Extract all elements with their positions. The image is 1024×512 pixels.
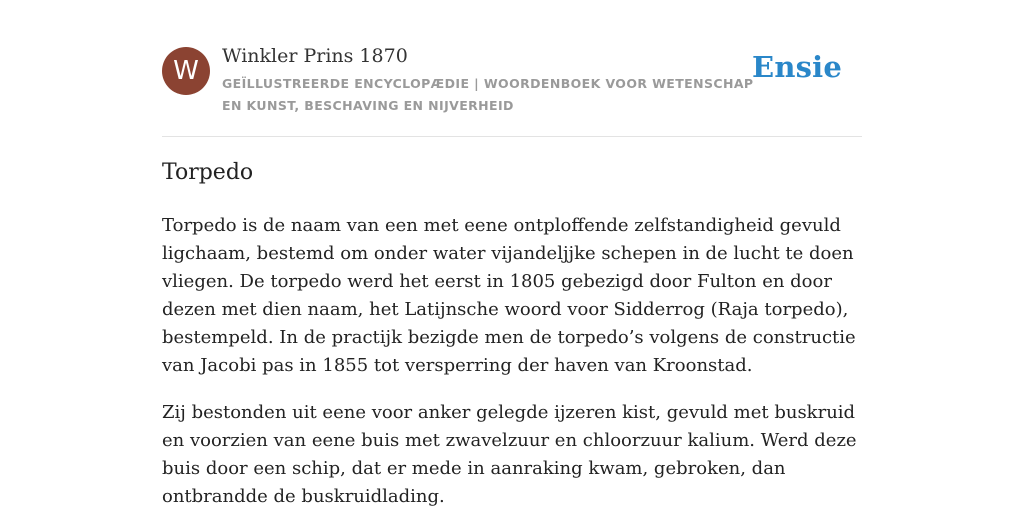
source-avatar[interactable]: W xyxy=(162,47,210,95)
source-header xyxy=(162,44,862,137)
article-paragraph: Torpedo is de naam van een met eene ontploffende zelfstandigheid gevuld ligchaam, bestemd om onder water vijandeljjke schepen in de lucht te doen vliegen. De torpedo werd het eerst in 1805 gebezigd door Fulton en door dezen met dien naam, het Latijnsche woord voor Sidderrog (Raja torpedo), bestempeld. In de practijk bezigde men de torpedo’s volgens de constructie van Jacobi pas in 1855 tot versperring der haven van Kroonstad. xyxy=(162,215,856,376)
source-subtitle: GEÏLLUSTREERDE ENCYCLOPÆDIE | WOORDENBOEK VOOR WETENSCHAP EN KUNST, BESCHAVING EN NIJVERHEID xyxy=(222,76,754,113)
article-body xyxy=(162,212,862,512)
article-paragraph: Zij bestonden uit eene voor anker gelegde ijzeren kist, gevuld met buskruid en voorzien van eene buis met zwavelzuur en chloorzuur kalium. Werd deze buis door een schip, dat er mede in aanraking kwam, gebroken, dan ontbrandde de buskruidlading. xyxy=(162,402,857,507)
source-title[interactable]: Winkler Prins 1870 xyxy=(222,45,408,67)
brand-logo[interactable]: Ensie xyxy=(752,50,842,84)
article-title: Torpedo xyxy=(162,160,254,185)
